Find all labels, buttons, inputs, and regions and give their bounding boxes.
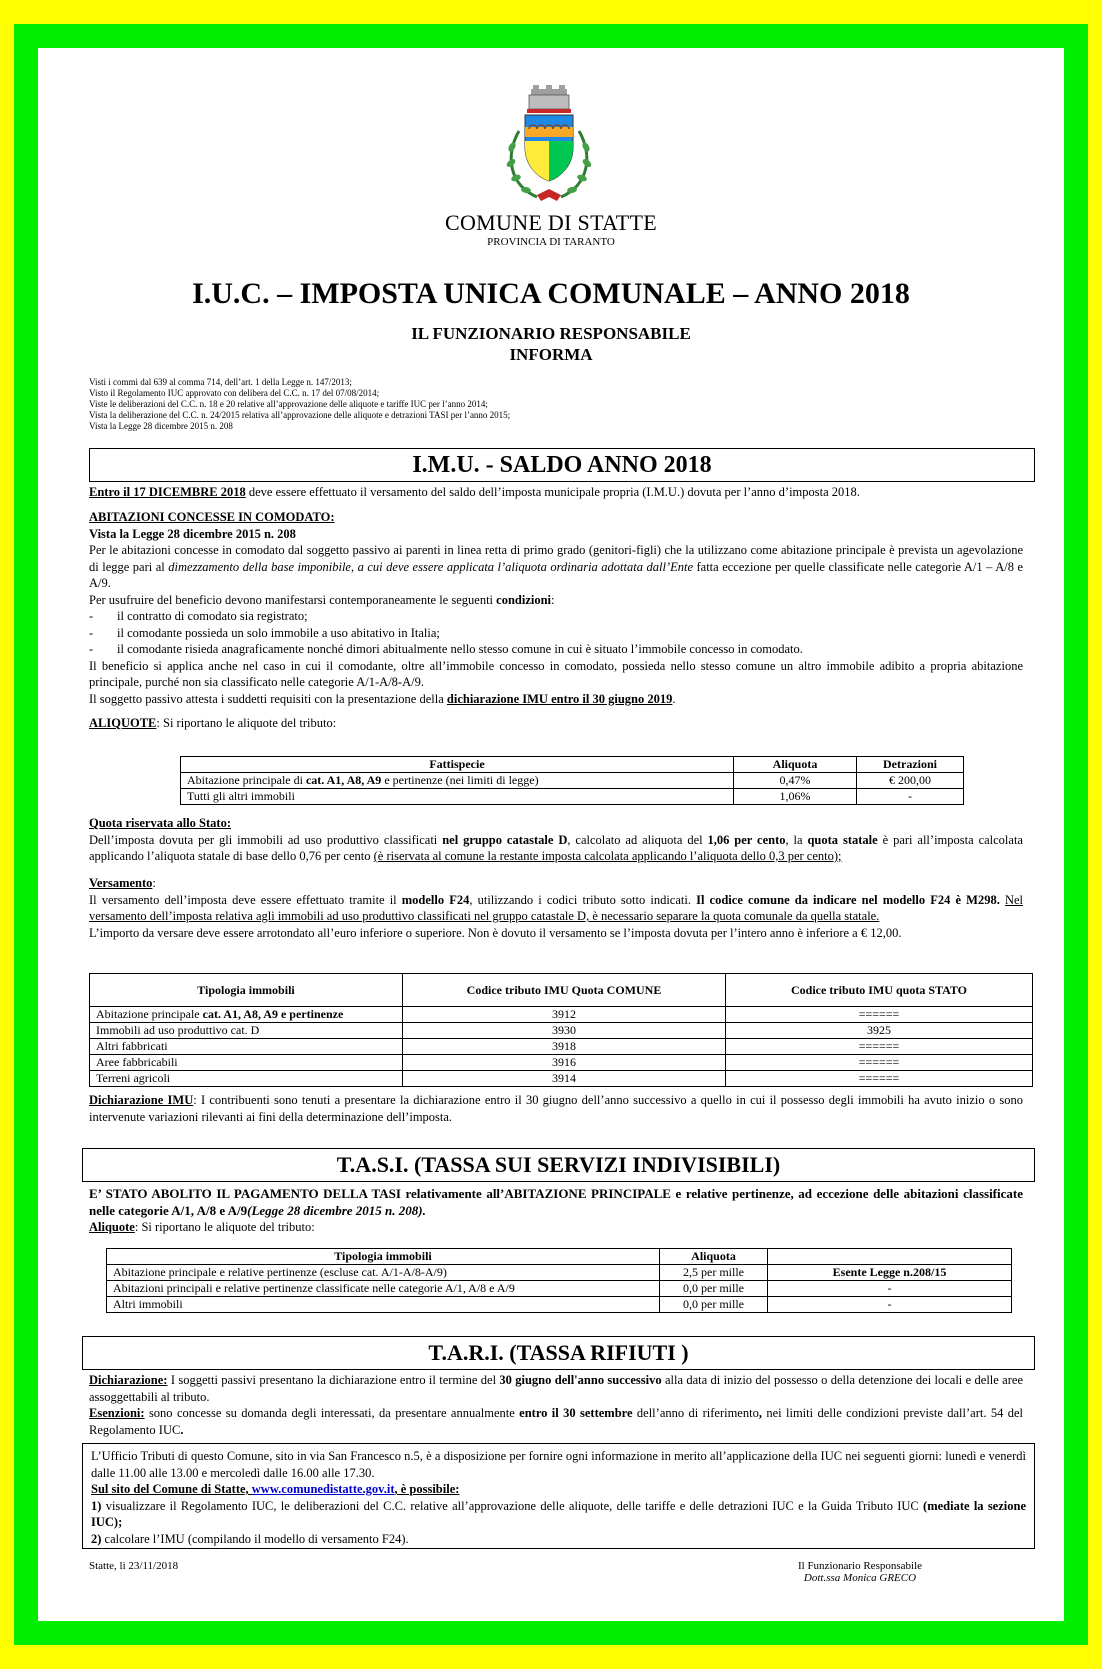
table-cell: Abitazione principale e relative pertinenze (escluse cat. A/1-A/8-A/9) (107, 1265, 660, 1281)
coat-of-arms-crest (497, 85, 601, 207)
table-row (107, 1297, 1012, 1313)
versamento-text: Il versamento dell’imposta deve essere effettuato tramite il (89, 892, 402, 907)
versamento-text-underlined: Nel versamento dell’imposta relativa agli immobili ad uso produttivo classificati nel gruppo catastale D, è necessario separare la quota comunale da quella statale. (89, 892, 1024, 923)
tari-text-bold: . (180, 1422, 184, 1437)
premise-line: Vista la Legge 28 dicembre 2015 n. 208 (89, 421, 233, 431)
quota-stato-section (89, 815, 1023, 865)
legal-premises (89, 377, 789, 432)
versamento-text-bold: modello F24 (401, 892, 470, 907)
table-cell: - (857, 789, 964, 805)
table-cell: Esente Legge n.208/15 (768, 1265, 1012, 1281)
comodato-text-a: Per le abitazioni concesse in comodato dal soggetto passivo ai parenti in linea retta di primo grado (genitori-figli) che la utilizzano come abitazione principale è prevista un agevolazione di legge pari al (89, 543, 1023, 574)
quota-text-underlined: (è riservata al comune la restante imposta calcolata applicando l’aliquota dello 0,3 per cento); (373, 849, 842, 863)
table-cell: 1,06% (734, 789, 857, 805)
attest-text: Il soggetto passivo attesta i suddetti requisiti con la presentazione della (89, 691, 447, 706)
comodato-text-c: fatta eccezione per quelle classificate nelle categorie A/1 – A/8 e A/9. (89, 559, 1024, 590)
website-outro: , è possibile: (394, 1482, 460, 1496)
premise-line: Viste le deliberazioni del C.C. n. 18 e 20 relative all’approvazione delle aliquote e tariffe IUC per l’anno 2014; (89, 399, 488, 409)
tasi-section-title: T.A.S.I. (TASSA SUI SERVIZI INDIVISIBILI) (82, 1148, 1035, 1182)
table-row (90, 1039, 1033, 1055)
versamento-section (89, 875, 1023, 941)
deadline-text: deve essere effettuato il versamento del saldo dell’imposta municipale propria (I.M.U.) dovuta per l’anno d’imposta 2018. (245, 485, 860, 499)
premise-line: Vista la deliberazione del C.C. n. 24/2015 relativa all’approvazione delle aliquote e detrazioni TASI per l’anno 2015; (89, 410, 511, 420)
versamento-paragraph (89, 892, 1023, 925)
aliquote-label: ALIQUOTE (89, 716, 157, 730)
tari-exemptions-label: Esenzioni: (89, 1406, 145, 1420)
col-header: Codice tributo IMU quota STATO (726, 974, 1033, 1007)
tari-text: I soggetti passivi presentano la dichiarazione entro il termine del (167, 1373, 500, 1387)
item-text: visualizzare il Regolamento IUC, le deliberazioni del C.C. relative all’approvazione delle aliquote, delle tariffe e delle detrazioni IUC e la Guida Tributo IUC (101, 1498, 924, 1513)
office-hours: L’Ufficio Tributi di questo Comune, sito in via San Francesco n.5, è a disposizione per fornire ogni informazione in merito all’applicazione della IUC nei seguenti giorni: lunedì e venerdì dalle 11.00 alle 13.00 e mercoledì dalle 16.00 alle 17.30. (91, 1449, 1026, 1480)
website-intro: Sul sito del Comune di Statte, (91, 1482, 252, 1496)
table-cell: Immobili ad uso produttivo cat. D (90, 1023, 403, 1039)
quota-text: Dell’imposta dovuta per gli immobili ad uso produttivo classificati (89, 832, 443, 847)
tasi-aliquote-text: : Si riportano le aliquote del tributo: (134, 1220, 315, 1234)
attest-end: . (672, 691, 676, 706)
table-row (90, 1071, 1033, 1087)
comodato-paragraph (89, 542, 1023, 592)
item-text-bold: (mediate la sezione IUC); (91, 1498, 1027, 1529)
col-header: Detrazioni (857, 757, 964, 773)
col-header: Fattispecie (181, 757, 734, 773)
table-cell (181, 773, 734, 789)
versamento-heading (89, 875, 1023, 892)
versamento-label: Versamento (89, 876, 153, 890)
comodato-text-b: , (350, 559, 358, 574)
quota-text-bold: nel gruppo catastale D (442, 832, 568, 847)
info-box (82, 1443, 1035, 1549)
place-date: Statte, lì 23/11/2018 (89, 1560, 179, 1572)
tari-text-bold: entro il 30 settembre (519, 1406, 633, 1420)
comodato-text-italic-1: dimezzamento della base imponibile (168, 559, 351, 574)
imu-deadline (89, 484, 1023, 501)
condition-item: - il contratto di comodato sia registrato; (89, 609, 308, 623)
versamento-text: , utilizzando i codici tributo sotto indicati. (469, 892, 697, 907)
table-cell: 3918 (403, 1039, 726, 1055)
tari-text: alla data di inizio del possesso o della detenzione dei locali e delle aree assoggettabili al tributo. (89, 1373, 1023, 1404)
tari-text-bold: 30 giugno dell'anno successivo (499, 1373, 662, 1387)
abolition-law: (Legge 28 dicembre 2015 n. 208). (247, 1202, 426, 1218)
table-cell: Altri fabbricati (90, 1039, 403, 1055)
condition-item: - il comodante possieda un solo immobile a uso abitativo in Italia; (89, 625, 440, 640)
tari-text: nei limiti delle condizioni previste dall’art. 54 del Regolamento IUC (89, 1406, 1024, 1437)
signer-role: Il Funzionario Responsabile (797, 1560, 923, 1572)
col-header: Aliquota (660, 1249, 768, 1265)
item-text: calcolare l’IMU (compilando il modello di versamento F24). (101, 1531, 409, 1546)
imu-declaration (89, 1092, 1023, 1125)
comodato-law: Vista la Legge 28 dicembre 2015 n. 208 (89, 526, 296, 541)
info-content (91, 1448, 1026, 1547)
tari-exemptions (89, 1405, 1023, 1438)
table-cell: 3925 (726, 1023, 1033, 1039)
declaration-label: Dichiarazione IMU (89, 1093, 194, 1107)
table-cell: Aree fabbricabili (90, 1055, 403, 1071)
condition-text: il contratto di comodato sia registrato; (117, 609, 308, 623)
table-cell: € 200,00 (857, 773, 964, 789)
table-cell: Altri immobili (107, 1297, 660, 1313)
quota-text: , calcolato ad aliquota del (567, 832, 708, 847)
condition-item: - il comodante risieda anagraficamente nonché dimori abitualmente nello stesso comune in cui è situato l’immobile concesso in comodato. (89, 642, 803, 656)
imu-codes-table (89, 973, 1033, 1087)
table-row (90, 1023, 1033, 1039)
table-row (107, 1265, 1012, 1281)
imu-section-title: I.M.U. - SALDO ANNO 2018 (89, 448, 1035, 482)
cell-text: Abitazione principale (96, 1007, 203, 1021)
signer-name: Dott.ssa Monica GRECO (803, 1572, 917, 1584)
conditions-intro (89, 592, 1023, 609)
col-header: Tipologia immobili (107, 1249, 660, 1265)
premise-line: Visto il Regolamento IUC approvato con delibera del C.C. n. 17 del 07/08/2014; (89, 388, 380, 398)
rounding-paragraph: L’importo da versare deve essere arrotondato all’euro inferiore o superiore. Non è dovuto il versamento se l’imposta dovuta per l’intero anno è inferiore a € 12,00. (89, 925, 902, 940)
attest-paragraph (89, 691, 1023, 708)
table-header-row (90, 974, 1033, 1007)
aliquote-text: : Si riportano le aliquote del tributo: (156, 716, 337, 730)
table-cell: ====== (726, 1039, 1033, 1055)
table-cell: 3914 (403, 1071, 726, 1087)
municipality-name: COMUNE DI STATTE (444, 210, 658, 235)
col-header: Aliquota (734, 757, 857, 773)
table-cell: ====== (726, 1007, 1033, 1023)
abolition-text: E’ STATO ABOLITO IL PAGAMENTO DELLA TASI relativamente all’ABITAZIONE PRINCIPALE e relative pertinenze, ad eccezione delle abitazioni classificate nelle categorie A/1, A/8 e A/9 (89, 1186, 1023, 1218)
condition-text: il comodante possieda un solo immobile a uso abitativo in Italia; (117, 625, 440, 640)
tari-text-bold: , (758, 1406, 762, 1420)
conditions-intro-text: Per usufruire del beneficio devono manifestarsi contemporaneamente le seguenti (89, 592, 497, 607)
col-header (768, 1249, 1012, 1265)
table-header-row (107, 1249, 1012, 1265)
col-header: Tipologia immobili (90, 974, 403, 1007)
table-cell: 2,5 per mille (660, 1265, 768, 1281)
table-cell: Tutti gli altri immobili (181, 789, 734, 805)
quota-text: è pari all’imposta calcolata applicando l’aliquota statale di base dello 0,76 per cento (89, 832, 1023, 863)
table-row (181, 773, 964, 789)
cell-text: Abitazione principale di (187, 773, 306, 787)
quota-text-bold: quota statale (807, 832, 878, 847)
imu-rates-table (180, 756, 964, 805)
table-header-row (181, 757, 964, 773)
tari-text: dell’anno di riferimento (632, 1406, 759, 1420)
table-cell: ====== (726, 1055, 1033, 1071)
table-cell: Terreni agricoli (90, 1071, 403, 1087)
conditions-word: condizioni (496, 592, 552, 607)
comodato-heading: ABITAZIONI CONCESSE IN COMODATO: (89, 510, 335, 524)
table-cell: - (768, 1281, 1012, 1297)
quota-text: , la (785, 832, 808, 847)
table-cell (90, 1007, 403, 1023)
quota-paragraph (89, 832, 1023, 865)
table-cell: 3916 (403, 1055, 726, 1071)
tari-declaration (89, 1372, 1023, 1405)
table-cell: 0,0 per mille (660, 1297, 768, 1313)
province-name: PROVINCIA DI TARANTO (487, 236, 615, 248)
table-cell: 0,0 per mille (660, 1281, 768, 1297)
quota-heading: Quota riservata allo Stato: (89, 816, 231, 830)
declaration-text: : I contribuenti sono tenuti a presentare la dichiarazione entro il 30 giugno dell’anno successivo a quello in cui il possesso degli immobili ha avuto inizio o sono intervenute variazioni rilevanti ai fini della determinazione dell’imposta. (89, 1093, 1023, 1124)
versamento-colon: : (152, 876, 156, 890)
table-cell: Abitazioni principali e relative pertinenze classificate nelle categorie A/1, A/8 e A/9 (107, 1281, 660, 1297)
table-cell: 3930 (403, 1023, 726, 1039)
aliquote-intro (89, 715, 1023, 732)
tari-declaration-label: Dichiarazione: (89, 1373, 168, 1387)
tasi-aliquote-label: Aliquote (89, 1220, 135, 1234)
table-row (107, 1281, 1012, 1297)
subtitle-informs: INFORMA (509, 345, 593, 364)
table-row (90, 1055, 1033, 1071)
conditions-colon: : (551, 592, 555, 607)
signature-block (790, 1560, 930, 1584)
tari-section (89, 1372, 1023, 1438)
cell-text: e pertinenze (nei limiti di legge) (381, 773, 539, 787)
table-row (181, 789, 964, 805)
table-cell: 3912 (403, 1007, 726, 1023)
quota-text-bold: 1,06 per cento (707, 832, 786, 847)
subtitle-official: IL FUNZIONARIO RESPONSABILE (411, 324, 691, 343)
deadline-date: Entro il 17 DICEMBRE 2018 (89, 485, 246, 499)
col-header: Codice tributo IMU Quota COMUNE (403, 974, 726, 1007)
table-cell: ====== (726, 1071, 1033, 1087)
table-row (90, 1007, 1033, 1023)
benefit-paragraph: Il beneficio si applica anche nel caso in cui il comodante, oltre all’immobile concesso in comodato, possieda nello stesso comune un altro immobile adibito a propria abitazione principale, purché non sia classificato nelle categorie A/1-A/8-A/9. (89, 658, 1023, 689)
table-cell: 0,47% (734, 773, 857, 789)
tari-section-title: T.A.R.I. (TASSA RIFIUTI ) (82, 1336, 1035, 1370)
premise-line: Visti i commi dal 639 al comma 714, dell’art. 1 della Legge n. 147/2013; (89, 377, 352, 387)
attest-deadline: dichiarazione IMU entro il 30 giugno 2019 (446, 691, 673, 706)
versamento-code-bold: Il codice comune da indicare nel modello F24 è M298. (696, 892, 1000, 907)
table-cell: - (768, 1297, 1012, 1313)
comodato-section (89, 509, 1023, 707)
info-item-2 (91, 1531, 1026, 1548)
comodato-text-italic-2: a cui deve essere applicata l’aliquota ordinaria adottata dall’Ente (357, 559, 693, 574)
tasi-rates-table (106, 1248, 1012, 1313)
website-line (91, 1481, 1026, 1498)
page-title: I.U.C. – IMPOSTA UNICA COMUNALE – ANNO 2018 (192, 277, 910, 310)
tari-text: sono concesse su domanda degli interessati, da presentare annualmente (144, 1406, 520, 1420)
cell-text-bold: cat. A1, A8, A9 (305, 773, 382, 787)
tasi-abolition (89, 1186, 1023, 1236)
condition-text: il comodante risieda anagraficamente nonché dimori abitualmente nello stesso comune in cui è situato l’immobile concesso in comodato. (117, 642, 803, 656)
item-number: 1) (91, 1498, 102, 1513)
cell-text-bold: cat. A1, A8, A9 e pertinenze (202, 1007, 344, 1021)
website-link[interactable]: www.comunedistatte.gov.it (251, 1482, 395, 1496)
info-item-1 (91, 1498, 1026, 1531)
item-number: 2) (91, 1531, 102, 1546)
